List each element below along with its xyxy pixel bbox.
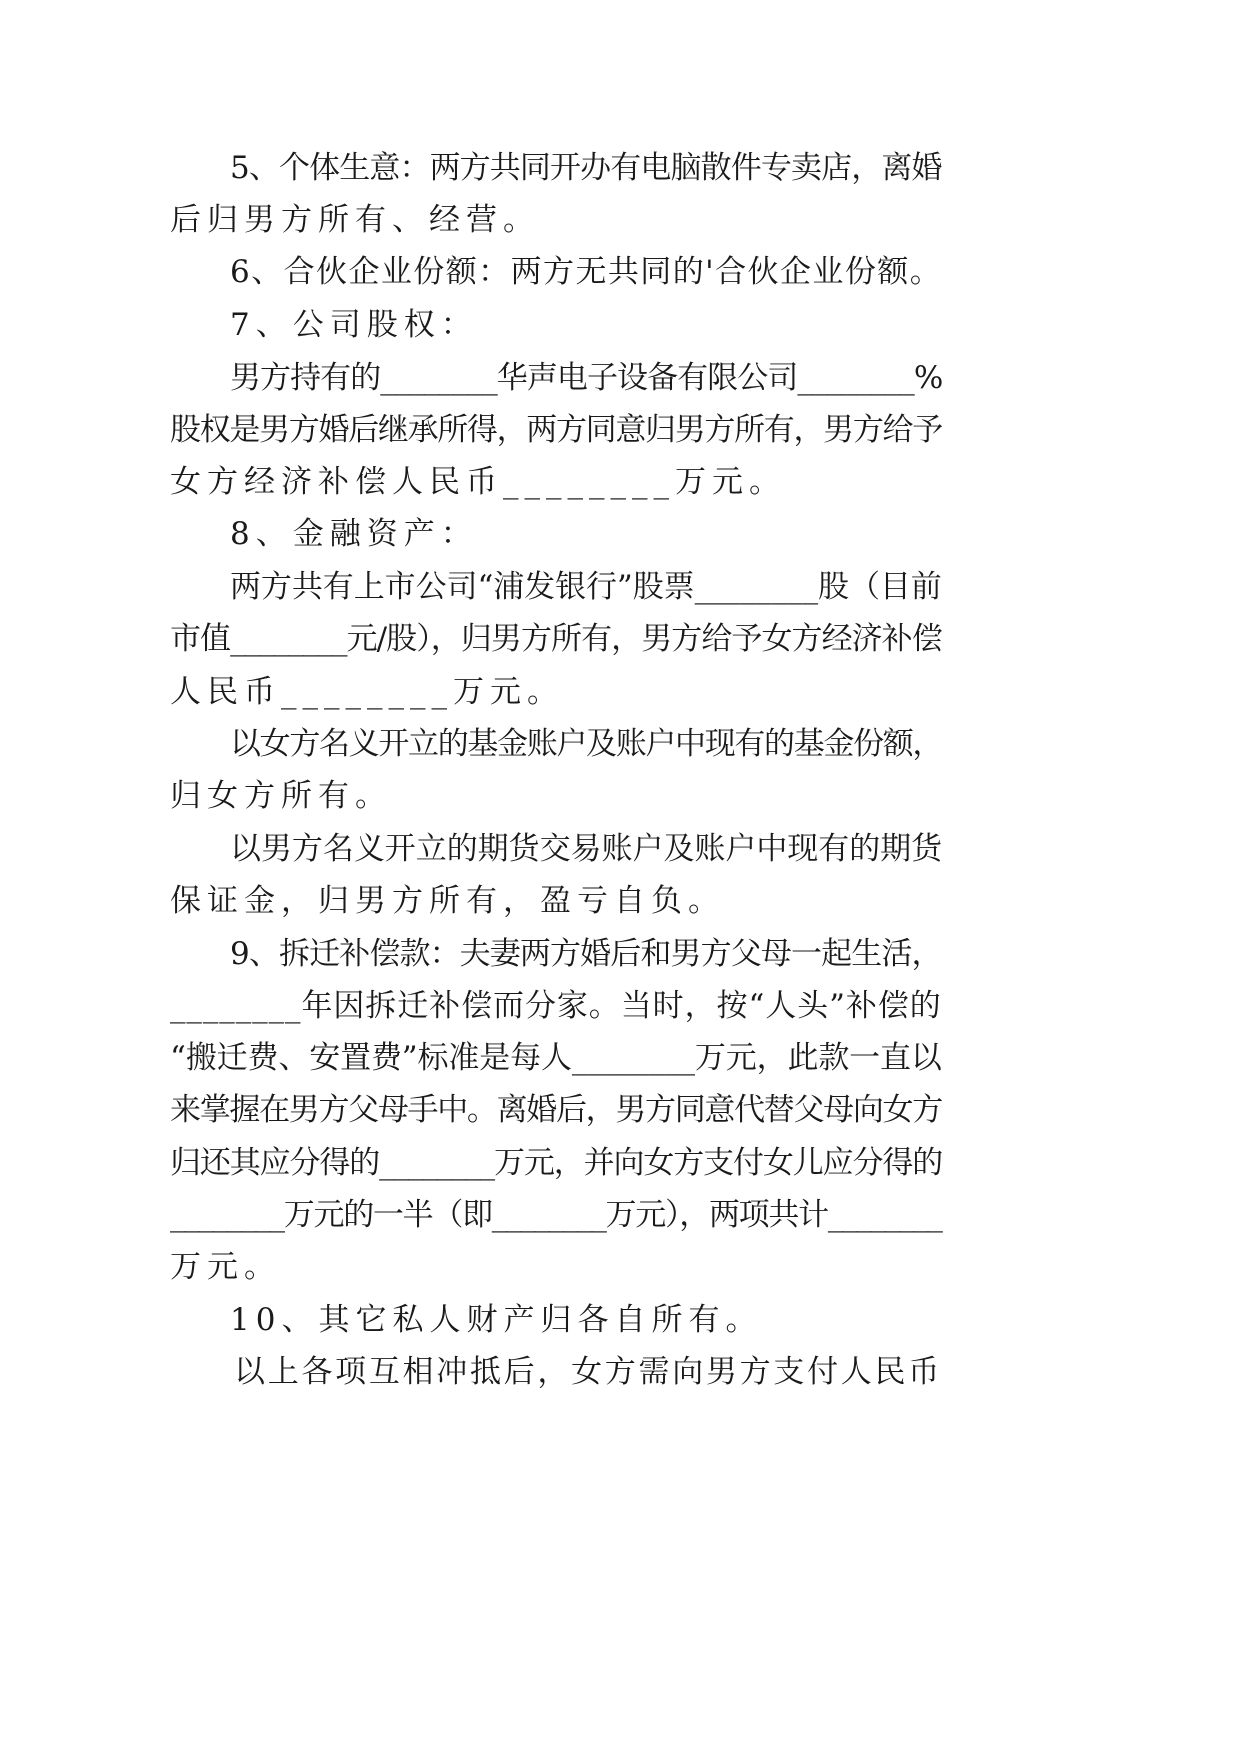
paragraph-line: 保证金，归男方所有，盈亏自负。	[170, 883, 725, 919]
paragraph-line: 女方经济补偿人民币________万元。	[170, 464, 786, 500]
paragraph-line: 6、合伙企业份额：两方无共同的'合伙企业份额。	[230, 254, 943, 290]
paragraph-line: 10、其它私人财产归各自所有。	[230, 1302, 763, 1338]
paragraph-line: 9、拆迁补偿款：夫妻两方婚后和男方父母一起生活，	[230, 936, 942, 972]
paragraph-line: 归还其应分得的________万元，并向女方支付女儿应分得的	[170, 1145, 943, 1181]
paragraph-line: 以上各项互相冲抵后，女方需向男方支付人民币	[234, 1354, 942, 1390]
paragraph-line: 来掌握在男方父母手中。离婚后，男方同意代替父母向女方	[170, 1092, 942, 1128]
paragraph-line: “搬迁费、安置费”标准是每人________万元，此款一直以	[170, 1040, 942, 1076]
paragraph-line: 7、公司股权：	[230, 307, 478, 343]
paragraph-line: ________年因拆迁补偿而分家。当时，按“人头”补偿的	[170, 988, 942, 1024]
paragraph-line: 5、个体生意：两方共同开办有电脑散件专卖店，离婚	[230, 150, 942, 186]
paragraph-line: 两方共有上市公司“浦发银行”股票________股（目前	[230, 569, 942, 605]
paragraph-line: 8、金融资产：	[230, 516, 478, 552]
paragraph-line: 后归男方所有、经营。	[170, 202, 540, 238]
paragraph-line: 股权是男方婚后继承所得，两方同意归男方所有，男方给予	[170, 412, 942, 448]
paragraph-line: 万元。	[170, 1249, 281, 1285]
paragraph-line: 男方持有的________华声电子设备有限公司________%	[230, 360, 943, 396]
paragraph-line: 归女方所有。	[170, 778, 392, 814]
paragraph-line: 以男方名义开立的期货交易账户及账户中现有的期货	[230, 831, 943, 867]
paragraph-line: 人民币________万元。	[170, 674, 564, 710]
paragraph-line: ________万元的一半（即________万元），两项共计________	[170, 1197, 942, 1233]
paragraph-line: 市值________元/股），归男方所有，男方给予女方经济补偿	[170, 621, 942, 657]
paragraph-line: 以女方名义开立的基金账户及账户中现有的基金份额，	[230, 726, 943, 762]
